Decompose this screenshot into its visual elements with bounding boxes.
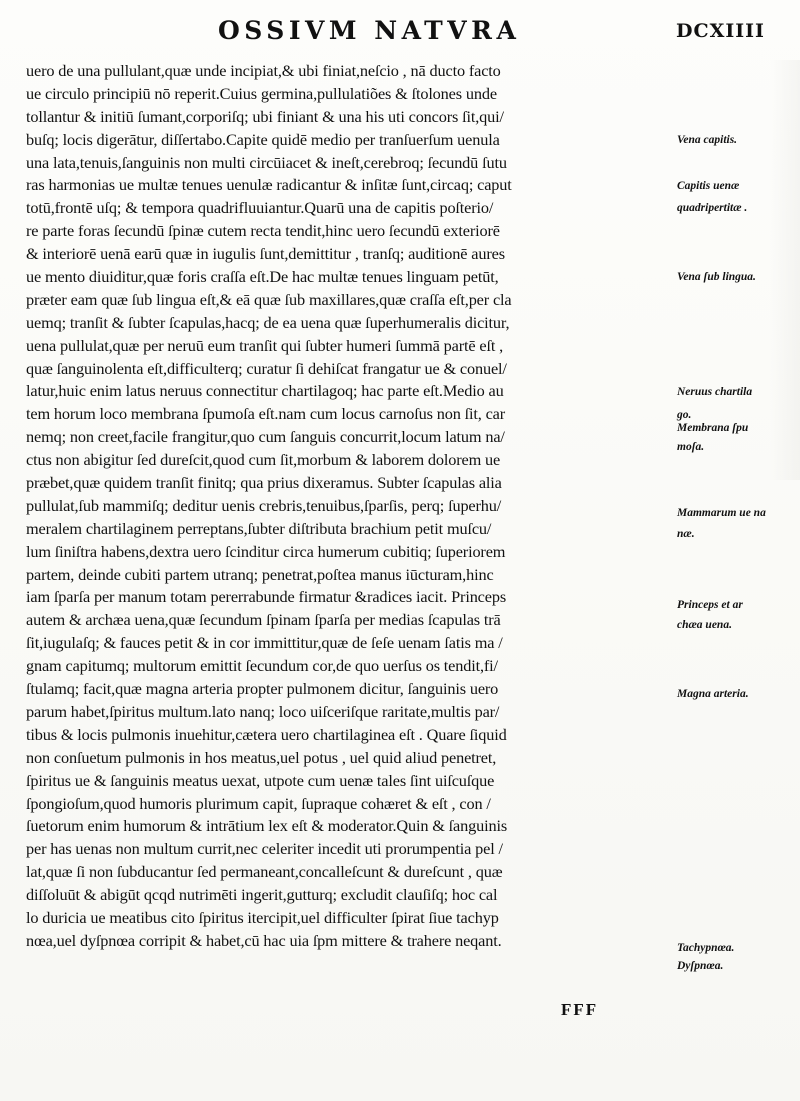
text-line: ſtulamq; facit,quæ magna arteria propter pulmonem dicitur, ſanguinis uero [26,679,499,699]
text-line: per has uenas non multum currit,nec celeriter incedit uti prorumpentia pel / [26,839,503,859]
signature-mark: FFF [561,1000,599,1019]
marginal-note: Magna arteria. [677,687,749,700]
marginal-note: quadripertitæ . [677,202,748,215]
text-line: autem & archæa uena,quæ ſecundum ſpinam ſparſa per medias ſcapulas trā [26,610,501,630]
marginal-note: Capitis uenæ [677,179,740,192]
main-text-block [26,60,672,953]
text-line: ras harmonias ue multæ tenues uenulæ radicantur & inſitæ ſunt,circaq; caput [26,175,512,195]
page-edge-shadow [770,60,800,480]
text-line: præbet,quæ quidem tranſit finitq; qua prius dixeramus. Subter ſcapulas alia [26,473,502,493]
text-line: diſſoluūt & abigūt qcqd nutrimēti ingerit,gutturq; excludit clauſiſq; hoc cal [26,885,498,905]
text-line: totū,frontē uſq; & tempora quadrifluuiantur.Quarū una de capitis poſterio/ [26,198,494,218]
text-line: præter eam quæ ſub lingua eſt,& eā quæ ſub maxillares,quæ craſſa eſt,per cla [26,289,512,309]
page-header [0,12,800,52]
text-line: pullulat,ſub mammiſq; deditur uenis crebris,tenuibus,ſparſis, perq; ſuperhu/ [26,495,502,515]
text-line: gnam capitumq; multorum emittit ſecundum cor,de quo uerſus os tendit,fi/ [26,656,498,676]
folio-number: DCXIIII [676,20,765,42]
marginal-note: Dyſpnœa. [677,960,724,973]
text-line: uero de una pullulant,quæ unde incipiat,& ubi finiat,neſcio , nā ducto facto [26,61,501,80]
marginal-note: Vena ſub lingua. [677,271,756,284]
text-line: lat,quæ ſi non ſubducantur ſed permaneant,concalleſcunt & dureſcunt , quæ [26,862,503,882]
text-line: buſq; locis digerātur, diſſertabo.Capite quidē medio per tranſuerſum uenula [26,129,500,149]
text-line: lum ſiniſtra habens,dextra uero ſcinditur circa humerum cubitiq; ſuperiorem [26,541,506,561]
text-line: tibus & locis pulmonis inuehitur,cætera uero chartilaginea eſt . Quare ſiquid [26,724,507,744]
text-line: ue circulo principiū nō reperit.Cuius germina,pullulatiões & ſtolones unde [26,83,497,103]
text-line: ſpongioſum,quod humoris plurimum capit, ſupraque cohæret & eſt , con / [26,793,491,813]
marginal-note: Princeps et ar [677,598,743,611]
marginal-note: Vena capitis. [677,133,738,146]
text-line: re parte foras ſecundū ſpinæ cutem recta tendit,hinc uero ſecundū exteriorē [26,221,500,241]
text-line: parum habet,ſpiritus multum.lato nanq; loco uiſceriſque raritate,multis par/ [26,701,500,721]
text-line: lo duricia ue meatibus cito ſpiritus itercipit,uel difficulter ſpirat ſiue tachyp [26,907,499,927]
text-line: non conſuetum pulmonis in hos meatus,uel potus , uel quid aliud penetret, [26,747,497,767]
text-line: ſpiritus ue & ſanguinis meatus uexat, utpote cum uenæ tales ſint uiſcuſque [26,770,495,790]
text-line: partem, deinde cubiti partem utranq; penetrat,poſtea manus iūcturam,hinc [26,564,494,584]
text-line: ue mento diuiditur,quæ foris craſſa eſt.De hac multæ tenues linguam petūt, [26,267,499,287]
marginal-note: Membrana ſpu [677,422,749,435]
text-line: quæ ſanguinolenta eſt,difficulterq; curatur ſi dehiſcat frangatur ue & conuel/ [26,358,507,378]
text-line: nemq; non creet,facile frangitur,quo cum ſanguis concurrit,locum latum na/ [26,427,505,447]
marginal-note: chæa uena. [677,619,732,632]
text-line: ſit,iugulaſq; & fauces petit & in cor immittitur,quæ de ſeſe uenam ſatis ma / [26,633,503,653]
marginal-note: Mammarum ue na [677,506,766,519]
text-line: uena pullulat,quæ per neruū eum tranſit qui ſubter humeri ſummā partē eſt , [26,335,504,355]
text-line: & interiorē uenā earū quæ in iugulis ſunt,demittitur , tranſq; auditionē aures [26,244,505,264]
text-line: latur,huic enim latus neruus connectitur chartilagoq; hac parte eſt.Medio au [26,381,504,401]
marginal-note: go. [677,408,692,421]
running-head: OSSIVM NATVRA [218,16,521,45]
text-line: tem horum loco membrana ſpumoſa eſt.nam cum locus carnoſus non ſit, car [26,404,506,424]
text-line: nœa,uel dyſpnœa corripit & habet,cū hac uia ſpm mittere & trahere neqant. [26,930,502,950]
text-line: uemq; tranſit & ſubter ſcapulas,hacq; de ea uena quæ ſuperhumeralis dicitur, [26,312,510,332]
text-line: ſuetorum enim humorum & intrātium lex eſt & moderator.Quin & ſanguinis [26,816,508,836]
marginal-note: næ. [677,527,695,540]
text-line: tollantur & initiū ſumant,corporiſq; ubi finiant & una his uti concors ſit,qui/ [26,106,504,126]
text-line: una lata,tenuis,ſanguinis non multi circūiacet & ineſt,cerebroq; ſecundū ſutu [26,152,507,172]
marginal-note: Tachypnœa. [677,942,735,955]
text-line: ctus non abigitur ſed dureſcit,quod cum ſit,morbum & laborem dolorem ue [26,450,501,470]
text-line: iam ſparſa per manum totam pererrabunde firmatur &radices iacit. Princeps [26,587,507,607]
marginal-note: moſa. [677,440,705,453]
text-line: meralem chartilaginem perreptans,ſubter diſtributa brachium petit muſcu/ [26,518,492,538]
marginal-note: Neruus chartila [677,385,753,398]
